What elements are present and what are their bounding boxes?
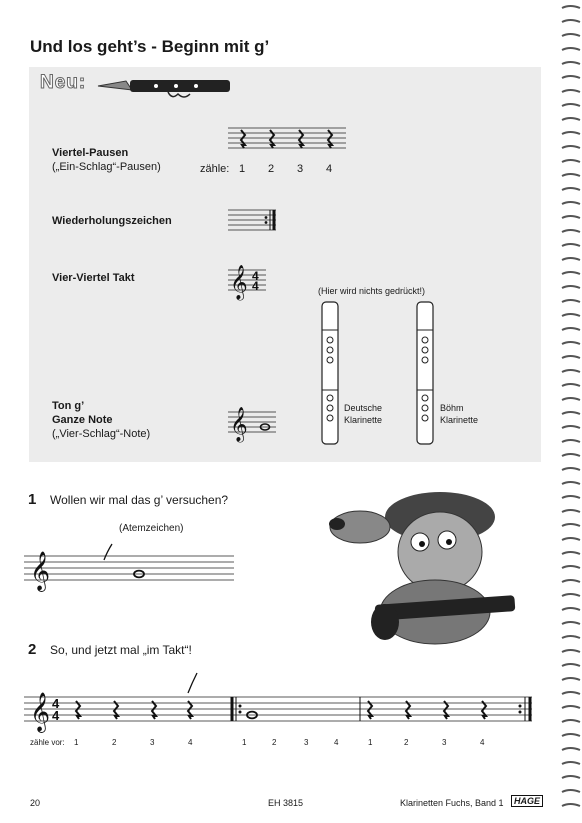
exercise-2-rests bbox=[76, 701, 486, 719]
page-number: 20 bbox=[30, 798, 41, 808]
new-header bbox=[40, 72, 86, 94]
german-clarinet-label bbox=[344, 402, 382, 426]
exercise-2-count-10: 2 bbox=[404, 738, 409, 747]
german-clarinet-fingering-icon bbox=[315, 300, 345, 450]
exercise-2-text: So, und jetzt mal „im Takt“! bbox=[50, 643, 192, 657]
exercise-2-count-7: 3 bbox=[304, 738, 309, 747]
spiral-binding bbox=[560, 0, 582, 823]
exercise-2-number: 2 bbox=[28, 641, 37, 658]
exercise-2-count-3: 3 bbox=[150, 738, 155, 747]
exercise-2-count-6: 2 bbox=[272, 738, 277, 747]
count-label: zähle: bbox=[200, 163, 230, 175]
count-3: 3 bbox=[297, 163, 304, 175]
exercise-1-number: 1 bbox=[28, 491, 37, 508]
item-quarter-rests-title: Viertel-Pausen bbox=[52, 147, 129, 159]
book-title: Klarinetten Fuchs, Band 1 bbox=[400, 798, 504, 808]
exercise-2-count-9: 1 bbox=[368, 738, 373, 747]
count-2: 2 bbox=[268, 163, 275, 175]
item-four-four-time-title: Vier-Viertel Takt bbox=[52, 272, 135, 284]
time-sig-top: 4 bbox=[52, 696, 60, 711]
exercise-2-count-1: 1 bbox=[74, 738, 79, 747]
german-clarinet-line1: Deutsche bbox=[344, 403, 383, 413]
exercise-2-count-4: 4 bbox=[188, 738, 193, 747]
publisher-name: HAGE bbox=[514, 796, 541, 806]
staff-repeat-sign bbox=[228, 208, 278, 238]
boehm-clarinet-fingering-icon bbox=[410, 300, 440, 450]
boehm-clarinet-label bbox=[440, 402, 478, 426]
publisher-logo bbox=[511, 795, 543, 807]
breath-mark-annotation: (Atemzeichen) bbox=[119, 523, 184, 534]
item-note-g-title: Ton g’ bbox=[52, 400, 85, 412]
exercise-2-count-5: 1 bbox=[242, 738, 247, 747]
breath-mark-icon bbox=[188, 673, 197, 693]
time-sig-top: 4 bbox=[252, 269, 259, 283]
time-sig-bottom: 4 bbox=[252, 279, 259, 293]
count-1: 1 bbox=[239, 163, 246, 175]
time-sig-bottom: 4 bbox=[52, 708, 60, 723]
fox-clarinet-illustration bbox=[325, 482, 525, 652]
exercise-2-count-11: 3 bbox=[442, 738, 447, 747]
staff-quarter-rests bbox=[228, 126, 348, 156]
new-header-label: Neu: bbox=[40, 72, 87, 93]
exercise-1-staff bbox=[24, 540, 236, 590]
exercise-2-staff bbox=[24, 665, 534, 735]
clarinet-pen-icon bbox=[96, 72, 236, 102]
page-title: Und los geht’s - Beginn mit g’ bbox=[30, 37, 270, 56]
count-4: 4 bbox=[326, 163, 333, 175]
exercise-2-count-label: zähle vor: bbox=[30, 738, 65, 747]
item-four-four-time bbox=[52, 272, 135, 284]
item-note-g-desc: („Vier-Schlag“-Note) bbox=[52, 428, 151, 440]
german-clarinet-line2: Klarinette bbox=[344, 415, 383, 425]
staff-whole-note bbox=[228, 402, 278, 448]
edition-number: EH 3815 bbox=[268, 798, 304, 808]
item-note-g bbox=[52, 399, 150, 441]
treble-clef-icon: 𝄞 bbox=[30, 692, 51, 732]
treble-clef-icon: 𝄞 bbox=[230, 265, 248, 300]
treble-clef-icon: 𝄞 bbox=[230, 407, 248, 442]
staff-time-signature bbox=[228, 262, 268, 306]
item-repeat-sign bbox=[52, 215, 172, 227]
exercise-2-count-8: 4 bbox=[334, 738, 339, 747]
item-quarter-rests-subtitle: („Ein-Schlag“-Pausen) bbox=[52, 161, 161, 173]
fingering-note: (Hier wird nichts gedrückt!) bbox=[318, 286, 426, 296]
exercise-1-text: Wollen wir mal das g’ versuchen? bbox=[50, 493, 229, 507]
boehm-clarinet-line1: Böhm bbox=[440, 403, 464, 413]
item-quarter-rests bbox=[52, 146, 161, 174]
treble-clef-icon: 𝄞 bbox=[30, 551, 51, 591]
breath-mark-icon bbox=[104, 544, 112, 560]
item-note-g-subtitle: Ganze Note bbox=[52, 414, 113, 426]
exercise-2-count-2: 2 bbox=[112, 738, 117, 747]
exercise-2-count-12: 4 bbox=[480, 738, 485, 747]
item-repeat-sign-title: Wiederholungszeichen bbox=[52, 215, 172, 227]
boehm-clarinet-line2: Klarinette bbox=[440, 415, 479, 425]
